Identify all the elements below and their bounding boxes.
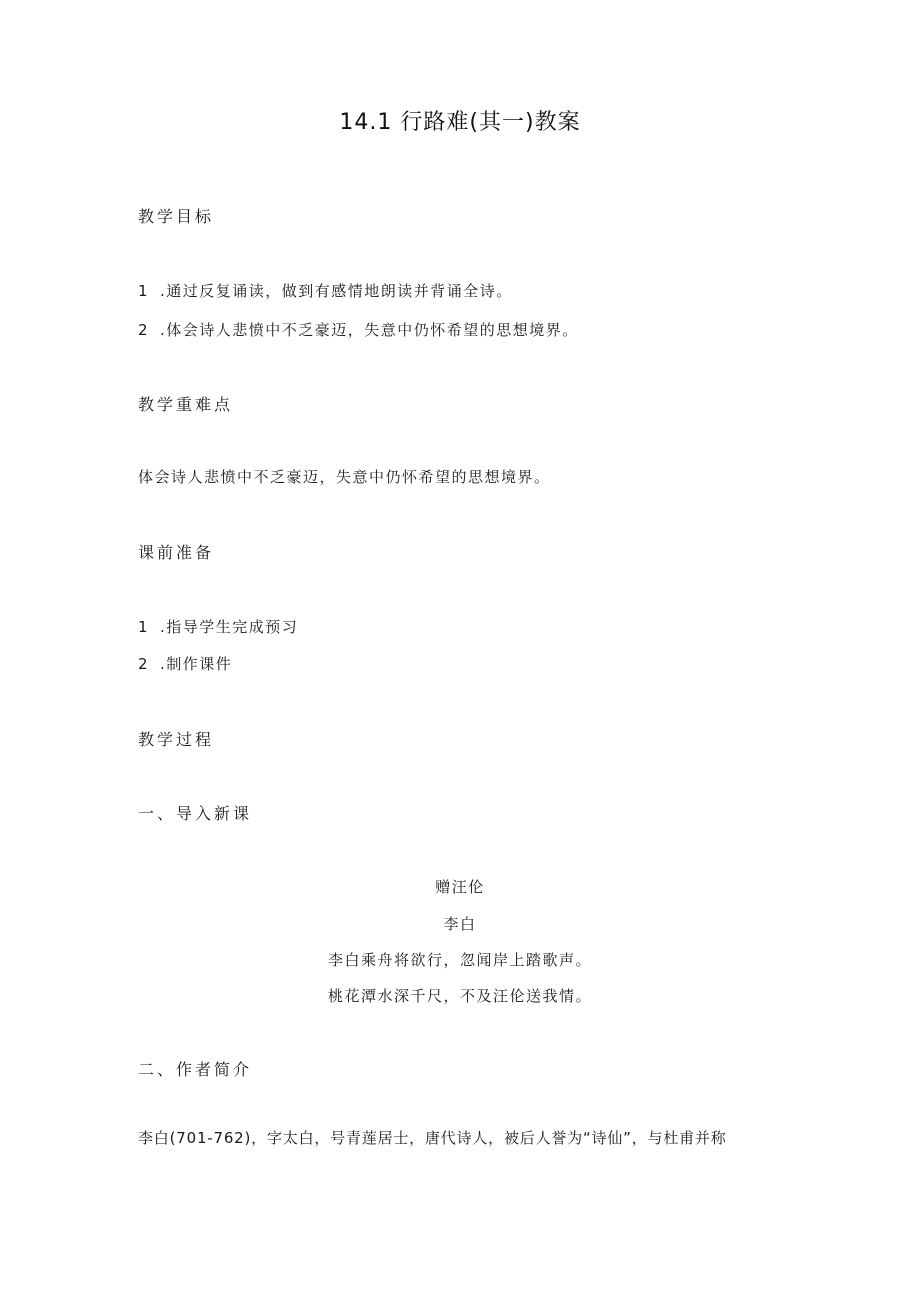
author-intro-text: 李白(701-762)，字太白，号青莲居士，唐代诗人，被后人誉为“诗仙”，与杜甫并称 xyxy=(138,1129,727,1147)
objective-item-2-text: .体会诗人悲愤中不乏豪迈，失意中仍怀希望的思想境界。 xyxy=(160,321,579,339)
preparation-item-1-number: 1 xyxy=(138,618,150,636)
preparation-item-2-number: 2 xyxy=(138,655,150,673)
preparation-item-1 xyxy=(138,620,298,635)
preparation-heading: 课前准备 xyxy=(138,543,215,562)
intro-heading: 一、导入新课 xyxy=(138,804,253,823)
poem-line-2: 桃花潭水深千尺，不及汪伦送我情。 xyxy=(327,987,592,1005)
poem-line-1: 李白乘舟将欲行，忽闻岸上踏歌声。 xyxy=(327,951,592,969)
objective-item-1-number: 1 xyxy=(138,282,150,300)
objectives-heading: 教学目标 xyxy=(138,207,215,226)
objective-item-1 xyxy=(138,284,513,299)
document-title: 14.1 行路难(其一)教案 xyxy=(339,110,581,135)
objective-item-2 xyxy=(138,323,579,338)
preparation-item-1-text: .指导学生完成预习 xyxy=(160,618,299,636)
poem-author: 李白 xyxy=(443,915,477,933)
key-points-heading: 教学重难点 xyxy=(138,395,234,414)
author-intro-heading: 二、作者简介 xyxy=(138,1060,253,1079)
process-heading: 教学过程 xyxy=(138,730,215,749)
poem-title: 赠汪伦 xyxy=(435,878,485,896)
objective-item-1-text: .通过反复诵读，做到有感情地朗读并背诵全诗。 xyxy=(160,282,513,300)
key-points-text: 体会诗人悲愤中不乏豪迈，失意中仍怀希望的思想境界。 xyxy=(138,468,551,486)
preparation-item-2-text: .制作课件 xyxy=(160,655,233,673)
objective-item-2-number: 2 xyxy=(138,321,150,339)
preparation-item-2 xyxy=(138,657,232,672)
